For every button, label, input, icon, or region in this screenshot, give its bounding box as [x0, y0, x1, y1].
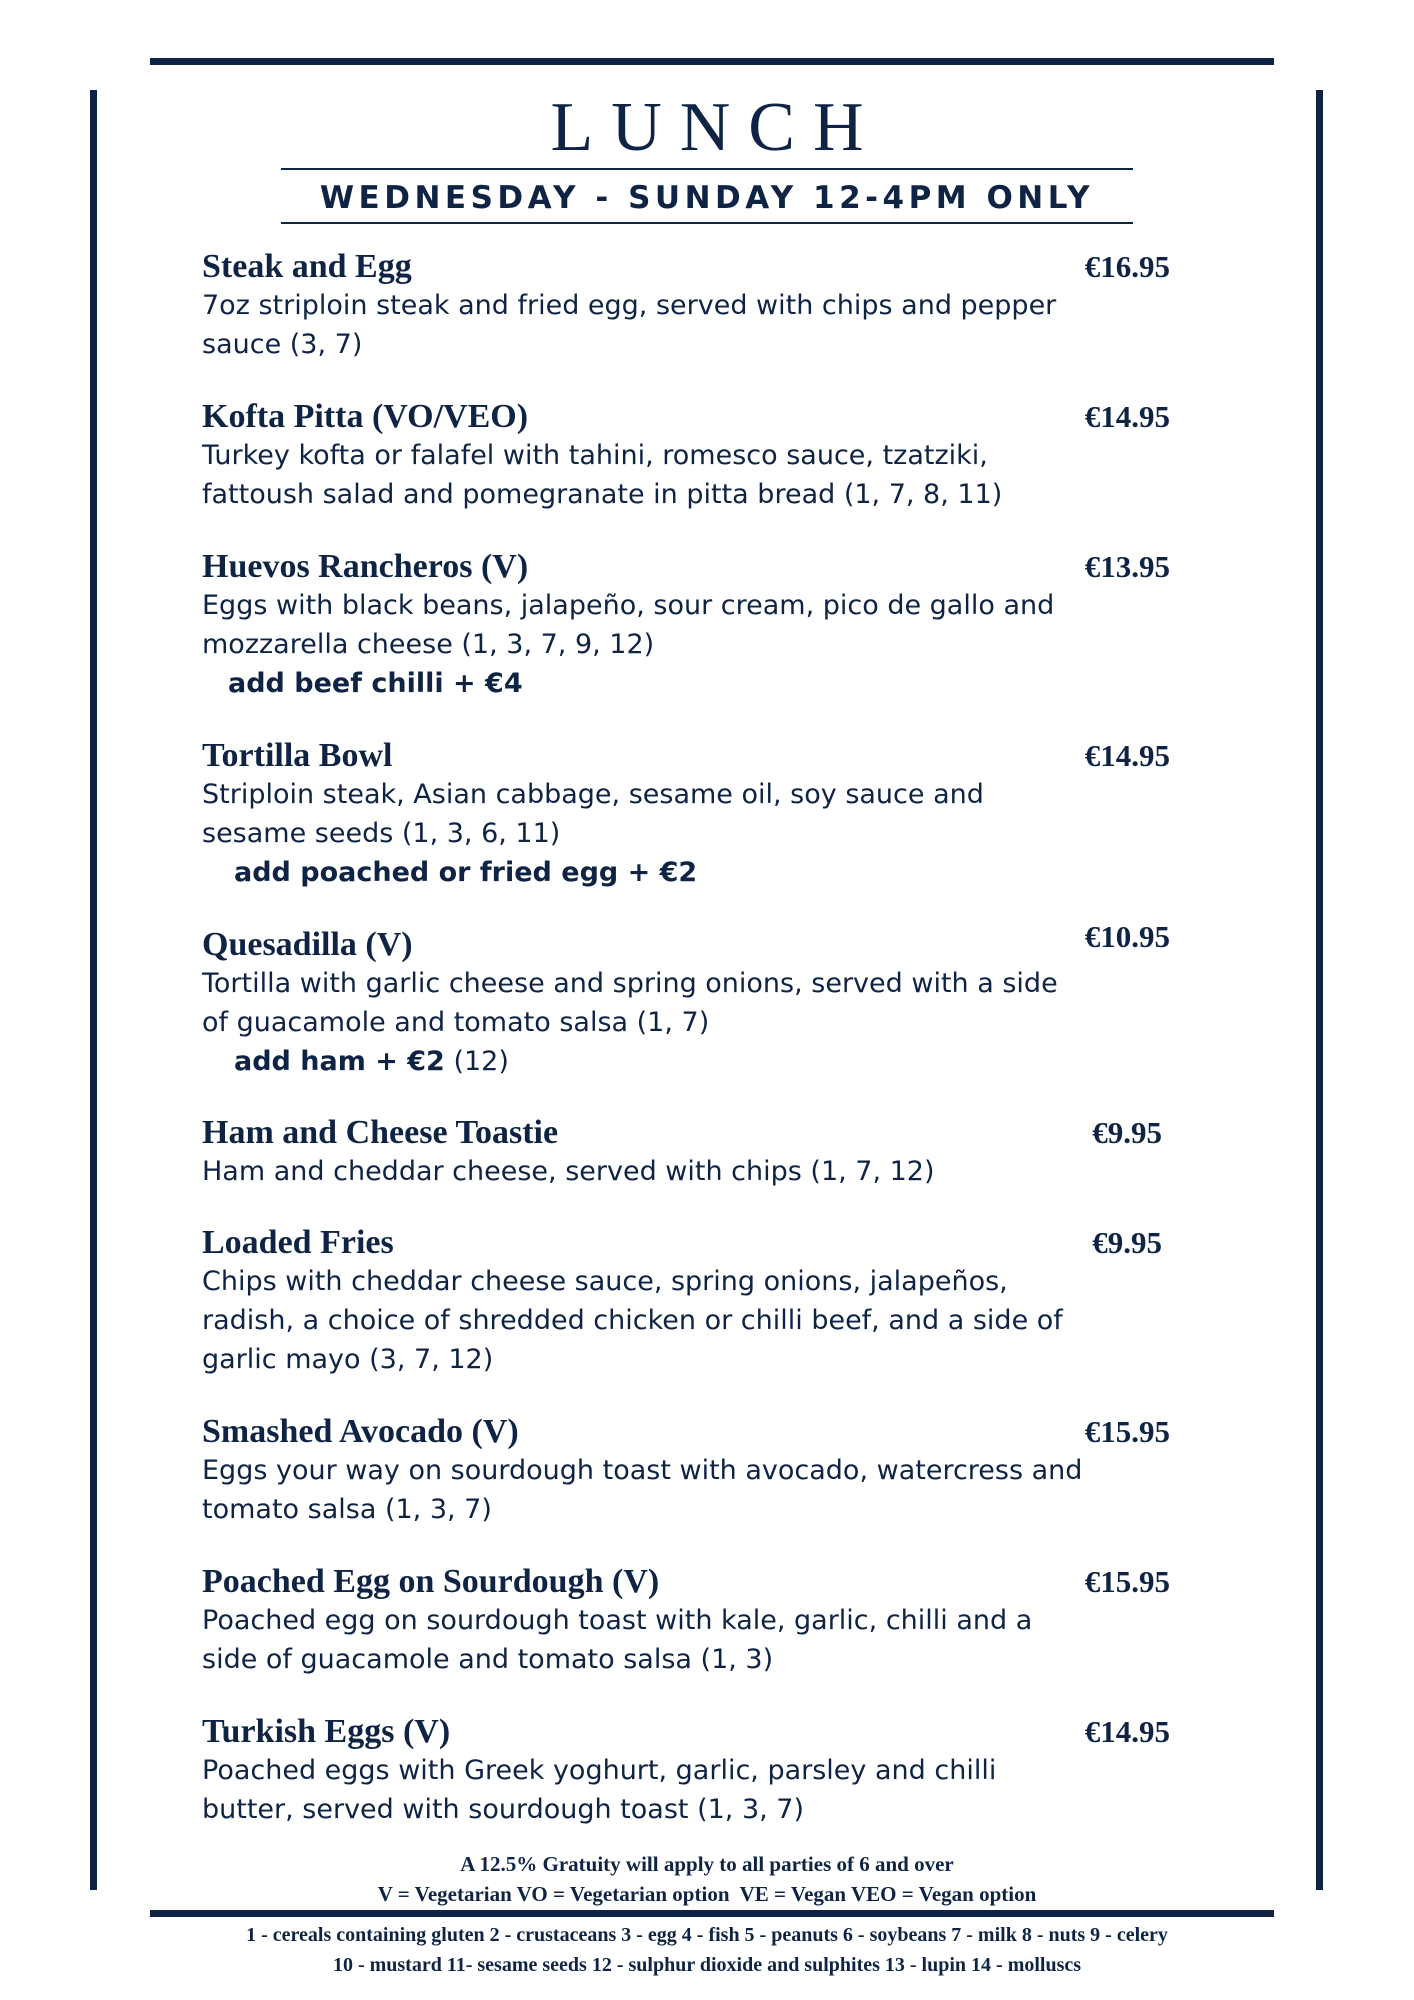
item-name: Quesadilla (V)	[202, 926, 413, 963]
dietary-legend: V = Vegetarian VO = Vegetarian option VE = Vegan VEO = Vegan option	[377, 1882, 1037, 1906]
item-description: Striploin steak, Asian cabbage, sesame oil, soy sauce and sesame seeds (1, 3, 6, 11)	[202, 779, 984, 849]
gratuity-notice: A 12.5% Gratuity will apply to all parties of 6 and over	[460, 1852, 954, 1876]
item-addon	[202, 1042, 1192, 1081]
menu-item	[202, 1563, 1192, 1679]
subtitle-underline	[281, 222, 1133, 224]
item-name: Turkish Eggs (V)	[202, 1713, 451, 1750]
allergen-key-line-2: 10 - mustard 11- sesame seeds 12 - sulphur dioxide and sulphites 13 - lupin 14 - molluscs	[332, 1954, 1082, 1976]
menu-item	[202, 919, 1192, 1081]
top-border-rule	[150, 58, 1274, 65]
item-name: Poached Egg on Sourdough (V)	[202, 1563, 660, 1600]
item-description: Chips with cheddar cheese sauce, spring onions, jalapeños, radish, a choice of shredded chicken or chilli beef, and a side of garlic mayo (3, 7, 12)	[202, 1266, 1063, 1375]
item-price: €9.95	[1092, 1225, 1162, 1260]
item-price: €15.95	[1084, 1414, 1170, 1449]
item-name: Loaded Fries	[202, 1224, 394, 1261]
item-description: Eggs with black beans, jalapeño, sour cream, pico de gallo and mozzarella cheese (1, 3, 7, 9, 12)	[202, 590, 1055, 660]
item-name: Ham and Cheese Toastie	[202, 1114, 559, 1151]
item-description: Tortilla with garlic cheese and spring onions, served with a side of guacamole and tomato salsa (1, 7)	[202, 968, 1058, 1038]
allergen-key-line-1: 1 - cereals containing gluten 2 - crustaceans 3 - egg 4 - fish 5 - peanuts 6 - soybeans 7 - milk 8 - nuts 9 - celery	[246, 1924, 1168, 1946]
item-price: €9.95	[1092, 1115, 1162, 1150]
bottom-border-rule	[150, 1910, 1274, 1917]
item-description: Turkey kofta or falafel with tahini, romesco sauce, tzatziki, fattoush salad and pomegranate in pitta bread (1, 7, 8, 11)	[202, 440, 1003, 510]
item-description: 7oz striploin steak and fried egg, served with chips and pepper sauce (3, 7)	[202, 290, 1057, 360]
item-price: €15.95	[1084, 1564, 1170, 1599]
right-border-rule	[1316, 90, 1323, 1890]
item-description: Eggs your way on sourdough toast with avocado, watercress and tomato salsa (1, 3, 7)	[202, 1455, 1083, 1525]
item-addon-label: add poached or fried egg + €2	[234, 857, 698, 888]
item-addon-note: (12)	[444, 1046, 509, 1077]
item-description: Poached eggs with Greek yoghurt, garlic, parsley and chilli butter, served with sourdough toast (1, 3, 7)	[202, 1755, 997, 1825]
item-addon	[202, 853, 1192, 892]
menu-item	[202, 1713, 1192, 1829]
item-description: Ham and cheddar cheese, served with chips (1, 7, 12)	[202, 1156, 935, 1187]
title-underline	[281, 168, 1133, 170]
menu-item	[202, 737, 1192, 892]
item-price: €16.95	[1084, 249, 1170, 284]
menu-title: LUNCH	[550, 89, 882, 166]
menu-item	[202, 398, 1192, 514]
menu-item	[202, 248, 1192, 364]
item-price: €14.95	[1084, 399, 1170, 434]
menu-item	[202, 1413, 1192, 1529]
menu-item	[202, 1224, 1192, 1379]
menu-item	[202, 548, 1192, 703]
item-description: Poached egg on sourdough toast with kale, garlic, chilli and a side of guacamole and tomato salsa (1, 3)	[202, 1605, 1033, 1675]
item-addon-label: add ham + €2	[234, 1046, 445, 1077]
item-addon	[202, 664, 1192, 703]
item-price: €13.95	[1084, 549, 1170, 584]
menu-subtitle: WEDNESDAY - SUNDAY 12-4PM ONLY	[319, 180, 1095, 216]
item-name: Smashed Avocado (V)	[202, 1413, 519, 1450]
menu-item	[202, 1114, 1192, 1191]
item-name: Tortilla Bowl	[202, 737, 393, 774]
item-name: Huevos Rancheros (V)	[202, 548, 529, 585]
item-name: Kofta Pitta (VO/VEO)	[202, 398, 529, 435]
item-price: €10.95	[1084, 919, 1170, 954]
item-name: Steak and Egg	[202, 248, 412, 285]
item-price: €14.95	[1084, 1714, 1170, 1749]
item-price: €14.95	[1084, 738, 1170, 773]
left-border-rule	[90, 90, 97, 1890]
item-addon-label: add beef chilli + €4	[228, 668, 523, 699]
